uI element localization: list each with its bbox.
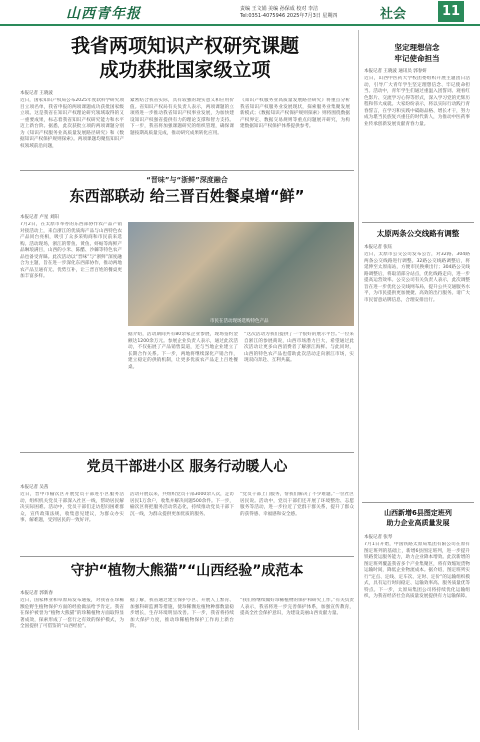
photo-caption: 市民在活动现场选购特色产品 [210, 319, 269, 324]
article3-column: 活动开展以来，共组织党员干部3000余人次，走访居民1万余户，收集并解决问题500余件。下一步，榆次区将把服务活动常态化，持续推动党员干部下沉一线，为群众提供更加优质的服务。 [130, 492, 234, 517]
article3-headline: 党员干部进小区 服务行动暖人心 [86, 459, 288, 475]
article1-column: 紧密结合我省实际，具有较强的现实意义和应用价值。省知识产权局有关负责人表示，两项课题的立项将进一步推动我省知识产权事业发展，为加快建设知识产权强省提供有力的理论支撑和智力支持。下一步，我省将加强课题研究的组织管理，确保课题按期高质量完成，推动研究成果转化应用。 [130, 98, 234, 136]
article3-column: “党员干部上门服务，帮我们解决了不少难题。”一位社区居民说。活动中，党员干部们还开展了环境整治、志愿服务等活动，进一步拉近了党群干群关系，提升了群众的获得感、幸福感和安全感。 [240, 492, 354, 517]
article2-column: 据介绍，活动期间共有80余家企业参展，现场签约金额达1200余万元。参展企业负责人表示，通过此次活动，不仅拓展了产品销售渠道，还与当地企业建立了长期合作关系。下一步，两地将继续深化产销合作，建立稳定的供销机制，让更多优质农产品走上百姓餐桌。 [128, 332, 238, 370]
section-divider [20, 452, 354, 453]
box1-body: 近日，山西中医药大学校团委组织开展主题团日活动，引导广大青年学生坚定理想信念、牢记使命担当。活动中，青年学生们通过重温入团誓词、观看红色影片、交流学习心得等形式，深入学习党的光辉历程和伟大成就。大家纷纷表示，将以实际行动践行青春誓言，在学习和实践中砥砺品格、增长才干，努力成为堪当民族复兴重任的时代新人，为推动中医药事业传承创新发展贡献青春力量。 [364, 76, 470, 127]
article1-column: 近日，国家知识产权局公布2025年度软科学研究项目立项名单，我省申报的两项课题成功获批国家级立项。这是我省在知识产权理论研究领域取得的又一重要成果，标志着我省知识产权研究能力和水平迈上新台阶。据悉，此次获批立项的两项课题分别为《知识产权服务业高质量发展路径研究》和《数据知识产权保护规则探索》。两项课题均聚焦知识产权领域前沿问题， [20, 98, 124, 149]
article2-kicker: “晋味”与“浙鲜”深度融合 [146, 176, 228, 184]
box1-byline: 本报记者 王晓波 通讯员 郭春妍 [364, 69, 427, 74]
article2-column: 7月2日，在太原市举办的东西部协作农产品产销对接活动上，来自浙江的优质海产品与山西特色农产品同台亮相，吸引了众多采购商和市民前来选购。活动现场，浙江的带鱼、黄鱼、虾蛄等海鲜产品琳琅满目，山西的小米、陈醋、沙棘等特色农产品也备受青睐。此次活动以“晋味”与“浙鲜”深度融合为主题，旨在进一步深化东西部协作，推动两地农产品互通有无、优势互补，让三晋百姓的餐桌更加丰富多样。 [20, 222, 122, 279]
masthead-date: Tel:0351-4075946 2025年7月3日 星期四 [240, 13, 338, 19]
article1-headline [20, 34, 350, 82]
box1-title-line1: 坚定理想信念 [394, 43, 440, 52]
article4-column: 近日，国家林业和草原局发布通报，对我省在珍稀濒危野生植物保护方面的经验做法给予肯定。我省在保护被誉为“植物大熊猫”的珍稀植物方面取得显著成效，探索形成了一套行之有效的保护模式，为全国提供了可借鉴的“山西经验”。 [20, 598, 124, 629]
box3-byline: 本报记者 张琴 [364, 535, 393, 540]
box3-title-line2: 助力企业高质量发展 [386, 519, 450, 527]
newspaper-logo: 山西青年报 [66, 6, 141, 22]
box2-body: 近日，太原市公交公司发布公告，对32路、304路两条公交线路进行调整。32路公交线路调整后，将延伸至太原南站，方便市民换乘出行；304路公交线路调整后，将取消部分站点，优化线路走向，进一步提高运营效率。公交公司有关负责人表示，此次调整旨在进一步优化公交线网布局，提升公共交通服务水平，为市民提供更加便捷、高效的出行服务。请广大市民留意站牌信息，合理安排出行。 [364, 252, 470, 303]
article1-headline-line2: 成功获批国家级立项 [99, 59, 271, 81]
article4-headline: 守护“植物大熊猫”“山西经验”成范本 [70, 563, 304, 579]
article2-headline: 东西部联动 给三晋百姓餐桌增“鲜” [69, 187, 305, 205]
box2-title: 太原两条公交线路有调整 [376, 229, 460, 238]
section-divider [20, 170, 354, 171]
article4-byline: 本报记者 郭新春 [20, 591, 53, 596]
article4-column: 据了解，我省通过建立保护小区、开展人工繁育、加强科研监测等措施，使珍稀濒危植物种群数量稳步增长，生存环境明显改善。下一步，我省将持续加大保护力度，推动珍稀植物保护工作再上新台阶。 [130, 598, 234, 629]
section-divider [20, 556, 354, 557]
section-title: 社会 [380, 7, 407, 22]
article4-column: “我们将继续做好珍稀植物的保护和研究工作。”有关负责人表示，我省将进一步完善保护体系，加强宣传教育，提高全社会保护意识，为建设美丽山西贡献力量。 [240, 598, 354, 616]
article1-headline-line1: 我省两项知识产权研究课题 [70, 35, 299, 57]
box-divider [362, 502, 474, 503]
article2-column: “这次活动为我们提供了一个很好的展示平台。”一位来自浙江的参展商说，山西市场潜力巨大，希望通过此次活动让更多山西消费者了解浙江海鲜。与此同时，山西的特色农产品也借助此次活动走向浙江市场，实现双向奔赴、互利共赢。 [244, 332, 354, 363]
article3-byline: 本报记者 吴茜 [20, 485, 49, 490]
box1-title-line2: 牢记使命担当 [394, 54, 440, 63]
column-divider [358, 30, 359, 730]
article3-column: 近日，晋中市榆次区开展党员干部进小区服务活动，组织机关党员干部深入社区一线，帮助居民解决实际困难。活动中，党员干部们走访慰问困难群众，宣传政策法规，收集意见建议，为群众办实事、解难题，受到居民的一致好评。 [20, 492, 124, 523]
box3-body: 7月1日开始，中国铁路太原局集团有限公司在原有图定班列的基础上，新增6县图定班列，进一步提升铁路货运服务能力，助力企业降本增效。此次新增的图定班列覆盖我省多个产业集聚区，将有效缩短货物运输时间，降低企业物流成本。据介绍，图定班列实行“定点、定线、定车次、定时、定价”的运输组织模式，具有运行时间稳定、运输效率高、服务质量优等特点。下一步，太原局集团公司将持续优化运输组织，为我省经济社会高质量发展提供有力运输保障。 [364, 542, 470, 599]
box-divider [362, 222, 474, 223]
article2-byline: 本报记者 卢星 刘阳 [20, 215, 59, 220]
box1-title [362, 42, 472, 64]
box3-title [362, 508, 474, 528]
masthead-editors: 责编 王文娟 美编 孙保成 校对 李洁 [240, 6, 318, 12]
article1-column: 《知识产权服务业高质量发展路径研究》将重点分析我省知识产权服务业发展现状，探索服务业集聚发展新模式；《数据知识产权保护规则探索》则将围绕数据产权界定、数据交易规则等重点问题展开研究，为构建数据知识产权保护体系提供参考。 [240, 98, 350, 129]
article1-byline: 本报记者 王晓波 [20, 91, 53, 96]
event-photo [128, 222, 354, 326]
box2-byline: 本报记者 张钰 [364, 245, 393, 250]
box3-title-line1: 山西新增6县图定班列 [384, 509, 452, 517]
page-number: 11 [438, 1, 464, 22]
